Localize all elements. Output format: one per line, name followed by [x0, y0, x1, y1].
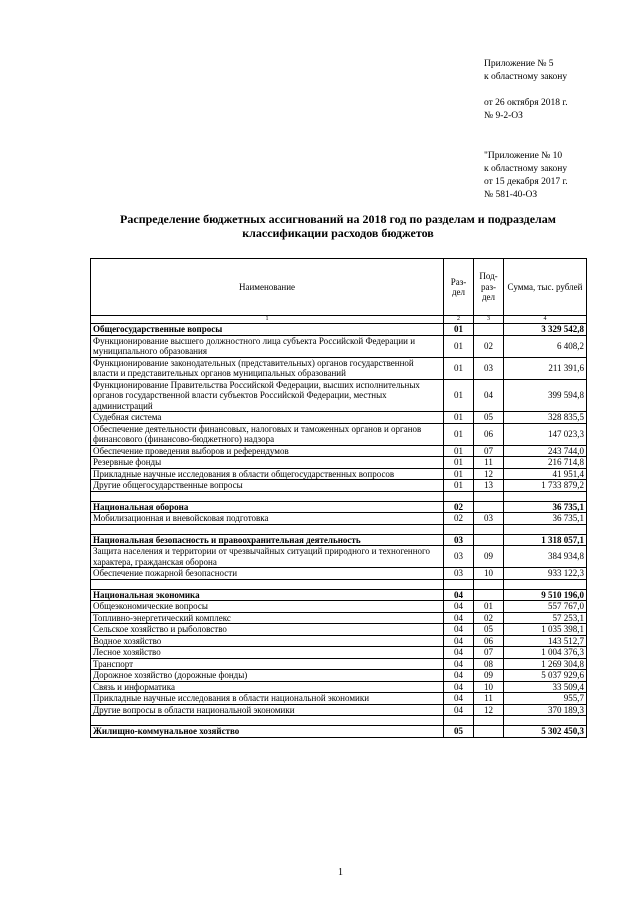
column-number: 2: [444, 316, 474, 324]
table-spacer-row: [91, 524, 587, 534]
cell-section: 02: [444, 513, 474, 525]
cell-subsection: 05: [474, 624, 504, 636]
cell-sum: 6 408,2: [504, 335, 587, 357]
cell-sum: 36 735,1: [504, 513, 587, 525]
cell-sum: 5 302 450,3: [504, 726, 587, 738]
cell-name: Мобилизационная и вневойсковая подготовка: [91, 513, 444, 525]
cell-sum: 216 714,8: [504, 457, 587, 469]
cell-name: Национальная безопасность и правоохранительная деятельность: [91, 534, 444, 546]
column-number: 1: [91, 316, 444, 324]
cell-subsection: 12: [474, 468, 504, 480]
table-section-row: [91, 726, 587, 738]
cell-section: 01: [444, 357, 474, 379]
cell-section: 01: [444, 379, 474, 412]
cell-subsection: 09: [474, 670, 504, 682]
cell-subsection: 11: [474, 693, 504, 705]
cell-name: Прикладные научные исследования в области общегосударственных вопросов: [91, 468, 444, 480]
cell-sum: [504, 491, 587, 501]
cell-sum: 1 733 879,2: [504, 480, 587, 492]
column-number: 3: [474, 316, 504, 324]
cell-sum: 384 934,8: [504, 546, 587, 568]
cell-section: 01: [444, 324, 474, 336]
cell-name: Защита населения и территории от чрезвычайных ситуаций природного и техногенного характера, гражданская оборона: [91, 546, 444, 568]
header-sum: Сумма, тыс. рублей: [504, 259, 587, 316]
table-row: [91, 704, 587, 716]
table-body: [91, 324, 587, 738]
cell-section: 04: [444, 624, 474, 636]
cell-sum: 36 735,1: [504, 501, 587, 513]
cell-sum: 933 122,3: [504, 568, 587, 580]
appendix-previous-law: [484, 150, 568, 202]
cell-section: 01: [444, 423, 474, 445]
cell-sum: 243 744,0: [504, 445, 587, 457]
cell-subsection: [474, 589, 504, 601]
table-row: [91, 693, 587, 705]
cell-section: 04: [444, 658, 474, 670]
cell-subsection: 05: [474, 412, 504, 424]
table-spacer-row: [91, 716, 587, 726]
cell-name: Другие вопросы в области национальной экономики: [91, 704, 444, 716]
table-row: [91, 513, 587, 525]
appendix-line: от 26 октября 2018 г.: [484, 98, 568, 108]
cell-name: Обеспечение проведения выборов и референдумов: [91, 445, 444, 457]
cell-section: 04: [444, 704, 474, 716]
cell-section: 01: [444, 457, 474, 469]
cell-subsection: 01: [474, 601, 504, 613]
budget-allocation-table: [90, 258, 587, 738]
cell-subsection: [474, 491, 504, 501]
column-number-row: [91, 316, 587, 324]
cell-subsection: 11: [474, 457, 504, 469]
cell-subsection: 09: [474, 546, 504, 568]
cell-sum: [504, 524, 587, 534]
table-row: [91, 658, 587, 670]
table-row: [91, 647, 587, 659]
appendix-line: "Приложение № 10: [484, 151, 563, 161]
cell-section: 04: [444, 635, 474, 647]
table-section-row: [91, 501, 587, 513]
table-row: [91, 423, 587, 445]
cell-section: 04: [444, 601, 474, 613]
title-line: классификации расходов бюджетов: [242, 226, 434, 240]
cell-name: [91, 524, 444, 534]
table-section-row: [91, 534, 587, 546]
cell-name: Резервные фонды: [91, 457, 444, 469]
table-row: [91, 335, 587, 357]
cell-subsection: 07: [474, 445, 504, 457]
table-row: [91, 445, 587, 457]
title-line: Распределение бюджетных ассигнований на 2018 год по разделам и подразделам: [120, 212, 556, 226]
cell-subsection: 02: [474, 335, 504, 357]
cell-name: Национальная экономика: [91, 589, 444, 601]
cell-name: Прикладные научные исследования в области национальной экономики: [91, 693, 444, 705]
table-row: [91, 670, 587, 682]
cell-section: [444, 716, 474, 726]
cell-subsection: 12: [474, 704, 504, 716]
cell-name: Топливно-энергетический комплекс: [91, 612, 444, 624]
cell-section: 01: [444, 468, 474, 480]
cell-subsection: 13: [474, 480, 504, 492]
cell-sum: 41 951,4: [504, 468, 587, 480]
cell-section: 01: [444, 480, 474, 492]
cell-sum: 1 004 376,3: [504, 647, 587, 659]
cell-sum: 143 512,7: [504, 635, 587, 647]
cell-section: 04: [444, 670, 474, 682]
cell-section: 01: [444, 445, 474, 457]
cell-name: Транспорт: [91, 658, 444, 670]
cell-subsection: 10: [474, 681, 504, 693]
appendix-line: № 9-2-ОЗ: [484, 111, 523, 121]
cell-name: Водное хозяйство: [91, 635, 444, 647]
cell-name: [91, 579, 444, 589]
cell-section: [444, 579, 474, 589]
cell-section: [444, 524, 474, 534]
cell-section: 05: [444, 726, 474, 738]
cell-subsection: [474, 534, 504, 546]
appendix-line: Приложение № 5: [484, 59, 554, 69]
cell-subsection: 03: [474, 357, 504, 379]
header-section: Раз-дел: [444, 259, 474, 316]
cell-sum: [504, 579, 587, 589]
table-row: [91, 681, 587, 693]
cell-subsection: 06: [474, 635, 504, 647]
cell-sum: 211 391,6: [504, 357, 587, 379]
cell-section: 03: [444, 546, 474, 568]
column-number: 4: [504, 316, 587, 324]
header-name: Наименование: [91, 259, 444, 316]
cell-subsection: 02: [474, 612, 504, 624]
cell-name: Судебная система: [91, 412, 444, 424]
cell-sum: 147 023,3: [504, 423, 587, 445]
table-row: [91, 635, 587, 647]
appendix-line: к областному закону: [484, 72, 568, 82]
cell-name: Жилищно-коммунальное хозяйство: [91, 726, 444, 738]
appendix-current-law: [484, 58, 568, 123]
cell-name: Общеэкономические вопросы: [91, 601, 444, 613]
cell-sum: 557 767,0: [504, 601, 587, 613]
table-row: [91, 457, 587, 469]
cell-subsection: 06: [474, 423, 504, 445]
table-spacer-row: [91, 491, 587, 501]
cell-name: Функционирование высшего должностного лица субъекта Российской Федерации и муниципального образования: [91, 335, 444, 357]
cell-sum: 9 510 196,0: [504, 589, 587, 601]
cell-section: [444, 491, 474, 501]
table-spacer-row: [91, 579, 587, 589]
table-row: [91, 612, 587, 624]
cell-sum: 1 318 057,1: [504, 534, 587, 546]
cell-section: 04: [444, 612, 474, 624]
cell-sum: 1 035 398,1: [504, 624, 587, 636]
cell-sum: 3 329 542,8: [504, 324, 587, 336]
cell-name: Общегосударственные вопросы: [91, 324, 444, 336]
cell-name: Связь и информатика: [91, 681, 444, 693]
cell-sum: 370 189,3: [504, 704, 587, 716]
page-number: 1: [338, 867, 343, 878]
cell-sum: 1 269 304,8: [504, 658, 587, 670]
appendix-line: № 581-40-ОЗ: [484, 190, 538, 200]
table-section-row: [91, 589, 587, 601]
appendix-line: к областному закону: [484, 164, 568, 174]
table-row: [91, 379, 587, 412]
cell-subsection: [474, 324, 504, 336]
cell-subsection: 07: [474, 647, 504, 659]
table-row: [91, 568, 587, 580]
cell-name: [91, 491, 444, 501]
cell-section: 04: [444, 693, 474, 705]
cell-subsection: [474, 501, 504, 513]
cell-sum: 955,7: [504, 693, 587, 705]
cell-subsection: 08: [474, 658, 504, 670]
cell-subsection: 03: [474, 513, 504, 525]
cell-sum: 399 594,8: [504, 379, 587, 412]
cell-subsection: [474, 726, 504, 738]
cell-name: Национальная оборона: [91, 501, 444, 513]
cell-subsection: 04: [474, 379, 504, 412]
table-row: [91, 412, 587, 424]
cell-name: [91, 716, 444, 726]
cell-section: 02: [444, 501, 474, 513]
cell-subsection: [474, 716, 504, 726]
appendix-line: от 15 декабря 2017 г.: [484, 177, 568, 187]
table-row: [91, 624, 587, 636]
table-header-row: [91, 259, 587, 316]
cell-sum: 328 835,5: [504, 412, 587, 424]
cell-name: Дорожное хозяйство (дорожные фонды): [91, 670, 444, 682]
table-row: [91, 480, 587, 492]
cell-section: 03: [444, 568, 474, 580]
cell-section: 04: [444, 647, 474, 659]
cell-name: Обеспечение пожарной безопасности: [91, 568, 444, 580]
table-row: [91, 601, 587, 613]
table-section-row: [91, 324, 587, 336]
cell-name: Обеспечение деятельности финансовых, налоговых и таможенных органов и органов финансового (финансово-бюджетного) надзора: [91, 423, 444, 445]
cell-section: 01: [444, 335, 474, 357]
cell-sum: 33 509,4: [504, 681, 587, 693]
cell-subsection: [474, 524, 504, 534]
cell-name: Другие общегосударственные вопросы: [91, 480, 444, 492]
header-subsection: Под-раз-дел: [474, 259, 504, 316]
table-row: [91, 357, 587, 379]
cell-subsection: 10: [474, 568, 504, 580]
cell-sum: 5 037 929,6: [504, 670, 587, 682]
cell-section: 03: [444, 534, 474, 546]
cell-name: Функционирование законодательных (представительных) органов государственной власти и представительных органов муниципальных образований: [91, 357, 444, 379]
cell-section: 04: [444, 681, 474, 693]
document-title: [90, 212, 586, 240]
table-row: [91, 468, 587, 480]
table-row: [91, 546, 587, 568]
cell-name: Лесное хозяйство: [91, 647, 444, 659]
cell-section: 04: [444, 589, 474, 601]
cell-section: 01: [444, 412, 474, 424]
cell-subsection: [474, 579, 504, 589]
cell-name: Функционирование Правительства Российской Федерации, высших исполнительных органов государственной власти субъектов Российской Федерации, местных администраций: [91, 379, 444, 412]
cell-name: Сельское хозяйство и рыболовство: [91, 624, 444, 636]
cell-sum: 57 253,1: [504, 612, 587, 624]
cell-sum: [504, 716, 587, 726]
